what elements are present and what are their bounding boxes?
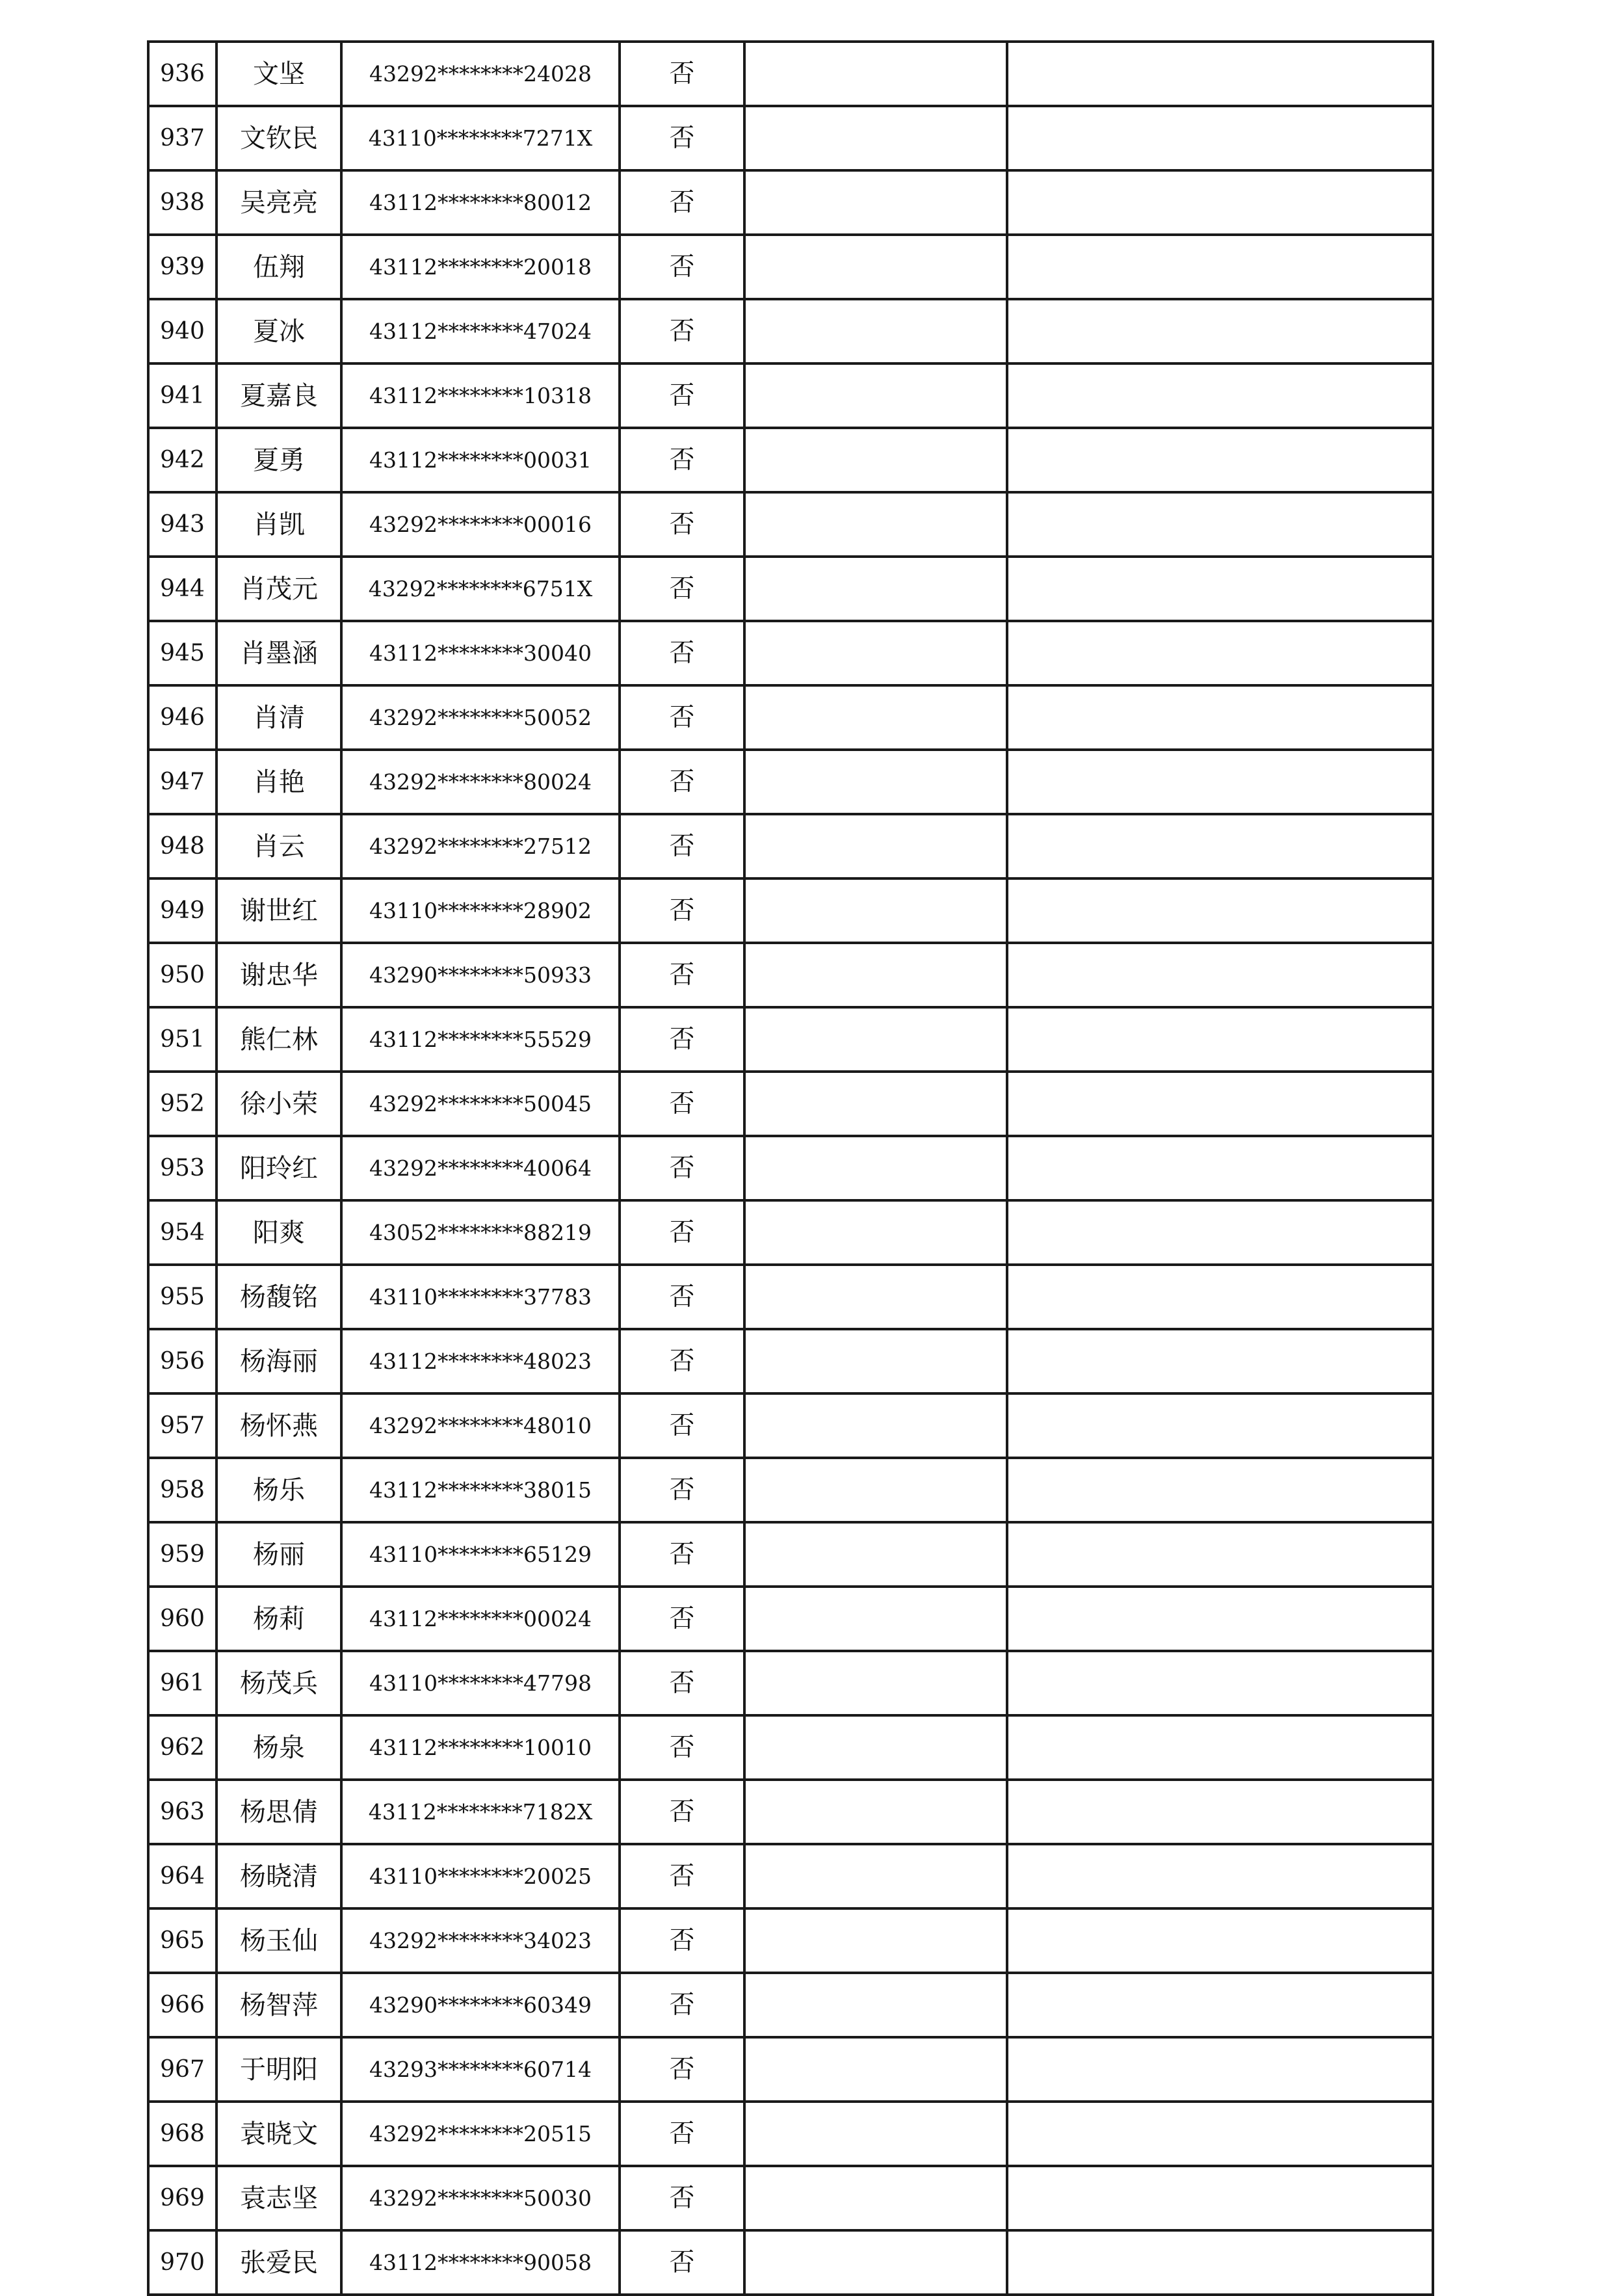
table-row [148, 42, 1433, 106]
blank-cell-6 [1007, 1908, 1433, 1973]
name-cell: 阳爽 [216, 1200, 341, 1265]
status-cell: 否 [620, 557, 744, 621]
name-cell: 杨莉 [216, 1587, 341, 1651]
blank-cell-5 [744, 557, 1007, 621]
id-number-cell: 43110********65129 [341, 1522, 620, 1587]
status-cell: 否 [620, 235, 744, 299]
name-cell: 袁志坚 [216, 2166, 341, 2230]
status-cell: 否 [620, 1780, 744, 1844]
row-number-cell: 941 [148, 363, 216, 428]
status-cell: 否 [620, 2037, 744, 2102]
name-cell: 杨泉 [216, 1715, 341, 1780]
blank-cell-5 [744, 1458, 1007, 1522]
row-number-cell: 946 [148, 685, 216, 750]
blank-cell-5 [744, 492, 1007, 557]
blank-cell-5 [744, 106, 1007, 170]
blank-cell-6 [1007, 1651, 1433, 1715]
table-row [148, 1136, 1433, 1200]
table-row [148, 1072, 1433, 1136]
status-cell: 否 [620, 814, 744, 878]
id-number-cell: 43052********88219 [341, 1200, 620, 1265]
name-cell: 肖墨涵 [216, 621, 341, 685]
status-cell: 否 [620, 943, 744, 1007]
id-number-cell: 43110********28902 [341, 878, 620, 943]
blank-cell-6 [1007, 1715, 1433, 1780]
blank-cell-6 [1007, 1265, 1433, 1329]
blank-cell-6 [1007, 299, 1433, 363]
name-cell: 伍翔 [216, 235, 341, 299]
blank-cell-6 [1007, 1329, 1433, 1393]
table-row [148, 1393, 1433, 1458]
row-number-cell: 950 [148, 943, 216, 1007]
status-cell: 否 [620, 1007, 744, 1072]
table-row [148, 878, 1433, 943]
name-cell: 吴亮亮 [216, 170, 341, 235]
row-number-cell: 944 [148, 557, 216, 621]
id-number-cell: 43292********6751X [341, 557, 620, 621]
id-number-cell: 43110********37783 [341, 1265, 620, 1329]
row-number-cell: 942 [148, 428, 216, 492]
table-row [148, 621, 1433, 685]
row-number-cell: 967 [148, 2037, 216, 2102]
status-cell: 否 [620, 1458, 744, 1522]
name-cell: 杨丽 [216, 1522, 341, 1587]
row-number-cell: 948 [148, 814, 216, 878]
status-cell: 否 [620, 299, 744, 363]
status-cell: 否 [620, 2230, 744, 2295]
blank-cell-6 [1007, 557, 1433, 621]
table-row [148, 943, 1433, 1007]
blank-cell-5 [744, 299, 1007, 363]
row-number-cell: 938 [148, 170, 216, 235]
table-row [148, 1007, 1433, 1072]
id-number-cell: 43112********38015 [341, 1458, 620, 1522]
id-number-cell: 43112********90058 [341, 2230, 620, 2295]
blank-cell-5 [744, 2230, 1007, 2295]
blank-cell-6 [1007, 492, 1433, 557]
name-cell: 杨海丽 [216, 1329, 341, 1393]
table-row [148, 1780, 1433, 1844]
id-number-cell: 43293********60714 [341, 2037, 620, 2102]
blank-cell-5 [744, 878, 1007, 943]
name-cell: 肖云 [216, 814, 341, 878]
id-number-cell: 43112********48023 [341, 1329, 620, 1393]
blank-cell-5 [744, 1587, 1007, 1651]
status-cell: 否 [620, 1393, 744, 1458]
name-cell: 夏嘉良 [216, 363, 341, 428]
row-number-cell: 954 [148, 1200, 216, 1265]
id-number-cell: 43290********50933 [341, 943, 620, 1007]
blank-cell-6 [1007, 42, 1433, 106]
status-cell: 否 [620, 1522, 744, 1587]
table-row [148, 1329, 1433, 1393]
name-cell: 杨思倩 [216, 1780, 341, 1844]
blank-cell-5 [744, 42, 1007, 106]
status-cell: 否 [620, 1329, 744, 1393]
status-cell: 否 [620, 363, 744, 428]
blank-cell-6 [1007, 2230, 1433, 2295]
table-row [148, 814, 1433, 878]
table-row [148, 170, 1433, 235]
table-row [148, 363, 1433, 428]
row-number-cell: 949 [148, 878, 216, 943]
table-row [148, 1973, 1433, 2037]
id-number-cell: 43292********40064 [341, 1136, 620, 1200]
id-number-cell: 43112********00031 [341, 428, 620, 492]
row-number-cell: 956 [148, 1329, 216, 1393]
blank-cell-6 [1007, 235, 1433, 299]
name-cell: 阳玲红 [216, 1136, 341, 1200]
id-number-cell: 43290********60349 [341, 1973, 620, 2037]
row-number-cell: 966 [148, 1973, 216, 2037]
name-cell: 肖凯 [216, 492, 341, 557]
status-cell: 否 [620, 1072, 744, 1136]
table-row [148, 1844, 1433, 1908]
name-cell: 肖艳 [216, 750, 341, 814]
blank-cell-6 [1007, 1973, 1433, 2037]
row-number-cell: 963 [148, 1780, 216, 1844]
table-row [148, 750, 1433, 814]
name-cell: 张爱民 [216, 2230, 341, 2295]
blank-cell-6 [1007, 1844, 1433, 1908]
name-cell: 杨玉仙 [216, 1908, 341, 1973]
id-number-cell: 43292********00016 [341, 492, 620, 557]
id-number-cell: 43112********80012 [341, 170, 620, 235]
blank-cell-6 [1007, 1780, 1433, 1844]
blank-cell-6 [1007, 814, 1433, 878]
row-number-cell: 955 [148, 1265, 216, 1329]
blank-cell-6 [1007, 1393, 1433, 1458]
row-number-cell: 939 [148, 235, 216, 299]
id-number-cell: 43112********55529 [341, 1007, 620, 1072]
row-number-cell: 943 [148, 492, 216, 557]
blank-cell-5 [744, 1007, 1007, 1072]
name-cell: 杨晓清 [216, 1844, 341, 1908]
blank-cell-5 [744, 1844, 1007, 1908]
blank-cell-5 [744, 1200, 1007, 1265]
id-number-cell: 43292********20515 [341, 2102, 620, 2166]
name-cell: 杨乐 [216, 1458, 341, 1522]
blank-cell-5 [744, 235, 1007, 299]
status-cell: 否 [620, 1715, 744, 1780]
name-cell: 杨馥铭 [216, 1265, 341, 1329]
status-cell: 否 [620, 685, 744, 750]
id-number-cell: 43112********47024 [341, 299, 620, 363]
table-row [148, 1265, 1433, 1329]
table-row [148, 299, 1433, 363]
id-number-cell: 43292********24028 [341, 42, 620, 106]
table-row [148, 235, 1433, 299]
records-table [147, 40, 1434, 2296]
id-number-cell: 43292********80024 [341, 750, 620, 814]
blank-cell-6 [1007, 1522, 1433, 1587]
blank-cell-5 [744, 1265, 1007, 1329]
id-number-cell: 43292********34023 [341, 1908, 620, 1973]
blank-cell-6 [1007, 1458, 1433, 1522]
name-cell: 于明阳 [216, 2037, 341, 2102]
row-number-cell: 965 [148, 1908, 216, 1973]
blank-cell-5 [744, 170, 1007, 235]
blank-cell-5 [744, 1908, 1007, 1973]
row-number-cell: 969 [148, 2166, 216, 2230]
row-number-cell: 937 [148, 106, 216, 170]
row-number-cell: 958 [148, 1458, 216, 1522]
records-table-body [148, 42, 1433, 2295]
blank-cell-5 [744, 1522, 1007, 1587]
status-cell: 否 [620, 1973, 744, 2037]
status-cell: 否 [620, 106, 744, 170]
blank-cell-6 [1007, 2102, 1433, 2166]
blank-cell-6 [1007, 685, 1433, 750]
status-cell: 否 [620, 1265, 744, 1329]
blank-cell-5 [744, 2102, 1007, 2166]
blank-cell-6 [1007, 1200, 1433, 1265]
blank-cell-6 [1007, 428, 1433, 492]
row-number-cell: 959 [148, 1522, 216, 1587]
table-row [148, 557, 1433, 621]
status-cell: 否 [620, 428, 744, 492]
table-row [148, 492, 1433, 557]
blank-cell-6 [1007, 1072, 1433, 1136]
blank-cell-5 [744, 428, 1007, 492]
row-number-cell: 961 [148, 1651, 216, 1715]
status-cell: 否 [620, 1908, 744, 1973]
name-cell: 袁晓文 [216, 2102, 341, 2166]
name-cell: 徐小荣 [216, 1072, 341, 1136]
blank-cell-6 [1007, 1007, 1433, 1072]
blank-cell-6 [1007, 1136, 1433, 1200]
table-row [148, 1715, 1433, 1780]
blank-cell-5 [744, 750, 1007, 814]
id-number-cell: 43110********7271X [341, 106, 620, 170]
row-number-cell: 962 [148, 1715, 216, 1780]
name-cell: 文坚 [216, 42, 341, 106]
row-number-cell: 952 [148, 1072, 216, 1136]
blank-cell-5 [744, 943, 1007, 1007]
table-row [148, 2102, 1433, 2166]
row-number-cell: 964 [148, 1844, 216, 1908]
blank-cell-5 [744, 1780, 1007, 1844]
blank-cell-5 [744, 1136, 1007, 1200]
id-number-cell: 43292********27512 [341, 814, 620, 878]
status-cell: 否 [620, 1651, 744, 1715]
blank-cell-5 [744, 814, 1007, 878]
blank-cell-5 [744, 1715, 1007, 1780]
table-row [148, 428, 1433, 492]
name-cell: 夏冰 [216, 299, 341, 363]
status-cell: 否 [620, 1200, 744, 1265]
name-cell: 杨怀燕 [216, 1393, 341, 1458]
table-row [148, 2037, 1433, 2102]
name-cell: 熊仁林 [216, 1007, 341, 1072]
name-cell: 杨智萍 [216, 1973, 341, 2037]
status-cell: 否 [620, 42, 744, 106]
name-cell: 谢忠华 [216, 943, 341, 1007]
table-row [148, 2230, 1433, 2295]
table-row [148, 1458, 1433, 1522]
blank-cell-5 [744, 2166, 1007, 2230]
status-cell: 否 [620, 1136, 744, 1200]
blank-cell-5 [744, 2037, 1007, 2102]
blank-cell-5 [744, 1973, 1007, 2037]
blank-cell-6 [1007, 363, 1433, 428]
id-number-cell: 43112********10318 [341, 363, 620, 428]
blank-cell-5 [744, 621, 1007, 685]
table-row [148, 1200, 1433, 1265]
id-number-cell: 43112********7182X [341, 1780, 620, 1844]
row-number-cell: 970 [148, 2230, 216, 2295]
id-number-cell: 43112********10010 [341, 1715, 620, 1780]
blank-cell-6 [1007, 2037, 1433, 2102]
table-row [148, 1651, 1433, 1715]
id-number-cell: 43292********50030 [341, 2166, 620, 2230]
status-cell: 否 [620, 170, 744, 235]
blank-cell-6 [1007, 878, 1433, 943]
id-number-cell: 43292********48010 [341, 1393, 620, 1458]
id-number-cell: 43112********30040 [341, 621, 620, 685]
status-cell: 否 [620, 1587, 744, 1651]
blank-cell-6 [1007, 2166, 1433, 2230]
blank-cell-5 [744, 685, 1007, 750]
row-number-cell: 953 [148, 1136, 216, 1200]
blank-cell-6 [1007, 106, 1433, 170]
row-number-cell: 940 [148, 299, 216, 363]
blank-cell-6 [1007, 170, 1433, 235]
table-row [148, 2166, 1433, 2230]
blank-cell-5 [744, 1072, 1007, 1136]
row-number-cell: 936 [148, 42, 216, 106]
status-cell: 否 [620, 492, 744, 557]
table-row [148, 1908, 1433, 1973]
name-cell: 文钦民 [216, 106, 341, 170]
name-cell: 杨茂兵 [216, 1651, 341, 1715]
blank-cell-6 [1007, 750, 1433, 814]
id-number-cell: 43112********00024 [341, 1587, 620, 1651]
name-cell: 肖茂元 [216, 557, 341, 621]
id-number-cell: 43110********20025 [341, 1844, 620, 1908]
table-row [148, 685, 1433, 750]
name-cell: 肖清 [216, 685, 341, 750]
blank-cell-6 [1007, 943, 1433, 1007]
id-number-cell: 43292********50052 [341, 685, 620, 750]
id-number-cell: 43112********20018 [341, 235, 620, 299]
blank-cell-5 [744, 363, 1007, 428]
row-number-cell: 957 [148, 1393, 216, 1458]
row-number-cell: 951 [148, 1007, 216, 1072]
blank-cell-5 [744, 1329, 1007, 1393]
name-cell: 谢世红 [216, 878, 341, 943]
id-number-cell: 43292********50045 [341, 1072, 620, 1136]
row-number-cell: 945 [148, 621, 216, 685]
name-cell: 夏勇 [216, 428, 341, 492]
status-cell: 否 [620, 2102, 744, 2166]
row-number-cell: 947 [148, 750, 216, 814]
table-row [148, 106, 1433, 170]
status-cell: 否 [620, 2166, 744, 2230]
table-row [148, 1587, 1433, 1651]
blank-cell-6 [1007, 1587, 1433, 1651]
row-number-cell: 968 [148, 2102, 216, 2166]
blank-cell-6 [1007, 621, 1433, 685]
row-number-cell: 960 [148, 1587, 216, 1651]
status-cell: 否 [620, 878, 744, 943]
status-cell: 否 [620, 1844, 744, 1908]
blank-cell-5 [744, 1651, 1007, 1715]
table-row [148, 1522, 1433, 1587]
id-number-cell: 43110********47798 [341, 1651, 620, 1715]
status-cell: 否 [620, 621, 744, 685]
status-cell: 否 [620, 750, 744, 814]
blank-cell-5 [744, 1393, 1007, 1458]
